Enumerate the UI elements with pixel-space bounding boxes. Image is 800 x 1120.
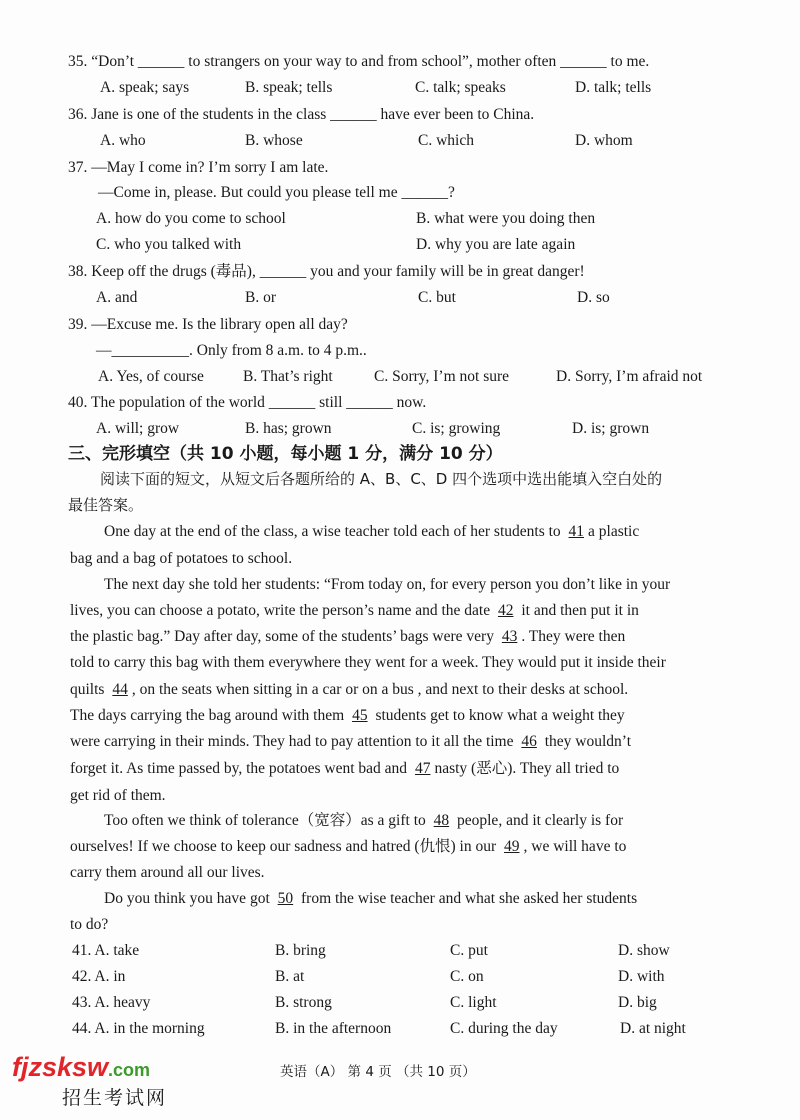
choice-43-d: D. big: [618, 994, 657, 1011]
q36-opt-b: B. whose: [245, 132, 303, 149]
q35-opt-b: B. speak; tells: [245, 79, 333, 96]
blank-42: 42: [497, 602, 514, 619]
q36-opt-a: A. who: [100, 132, 146, 149]
passage-line: quilts 44 , on the seats when sitting in a car or on a bus , and next to their desks at school.: [70, 681, 629, 698]
passage-line: carry them around all our lives.: [70, 864, 265, 881]
blank-41: 41: [568, 523, 585, 540]
q40-opt-b: B. has; grown: [245, 420, 332, 437]
passage-line: forget it. As time passed by, the potatoes went bad and 47 nasty (恶心). They all tried to: [70, 760, 620, 777]
passage-line: the plastic bag.” Day after day, some of the students’ bags were very 43 . They were then: [70, 628, 626, 645]
passage-line: to do?: [70, 916, 109, 933]
q37-opt-a: A. how do you come to school: [96, 210, 286, 227]
q35-opt-a: A. speak; says: [100, 79, 190, 96]
logo-domain: .com: [108, 1060, 151, 1080]
section-instructions: 阅读下面的短文，从短文后各题所给的 A、B、C、D 四个选项中选出能填入空白处的: [100, 470, 663, 488]
q35-opt-d: D. talk; tells: [575, 79, 652, 96]
q40-stem: 40. The population of the world ______ still ______ now.: [68, 394, 427, 411]
q38-opt-c: C. but: [418, 289, 456, 306]
choice-42-a: 42. A. in: [72, 968, 126, 985]
choice-41-b: B. bring: [275, 942, 326, 959]
q38-stem: 38. Keep off the drugs (毒品), ______ you and your family will be in great danger!: [68, 263, 585, 280]
choice-42-b: B. at: [275, 968, 305, 985]
choice-44-d: D. at night: [620, 1020, 686, 1037]
q40-opt-c: C. is; growing: [412, 420, 501, 437]
q39-opt-a: A. Yes, of course: [98, 368, 204, 385]
section-title: 三、完形填空（共 10 小题，每小题 1 分，满分 10 分）: [68, 444, 503, 464]
logo-brand: fjzsksw: [12, 1052, 109, 1082]
choice-44-a: 44. A. in the morning: [72, 1020, 205, 1037]
choice-44-b: B. in the afternoon: [275, 1020, 392, 1037]
q36-opt-d: D. whom: [575, 132, 633, 149]
q36-opt-c: C. which: [418, 132, 474, 149]
q37-opt-b: B. what were you doing then: [416, 210, 596, 227]
passage-line: Too often we think of tolerance（宽容）as a gift to 48 people, and it clearly is for: [104, 812, 624, 829]
passage-line: Do you think you have got 50 from the wise teacher and what she asked her students: [104, 890, 638, 907]
blank-47: 47: [414, 760, 431, 777]
q38-opt-d: D. so: [577, 289, 610, 306]
passage-line: told to carry this bag with them everywhere they went for a week. They would put it inside their: [70, 654, 666, 671]
choice-42-d: D. with: [618, 968, 665, 985]
q40-opt-d: D. is; grown: [572, 420, 650, 437]
choice-41-a: 41. A. take: [72, 942, 140, 959]
choice-41-d: D. show: [618, 942, 670, 959]
q38-opt-b: B. or: [245, 289, 276, 306]
q39-stem: 39. —Excuse me. Is the library open all day?: [68, 316, 348, 333]
passage-line: bag and a bag of potatoes to school.: [70, 550, 293, 567]
q39-opt-c: C. Sorry, I’m not sure: [374, 368, 510, 385]
q39-opt-b: B. That’s right: [243, 368, 333, 385]
blank-45: 45: [352, 707, 368, 724]
passage-line: The next day she told her students: “From today on, for every person you don’t like in your: [104, 576, 671, 593]
choice-43-a: 43. A. heavy: [72, 994, 151, 1011]
blank-46: 46: [521, 733, 537, 750]
blank-44: 44: [112, 681, 128, 698]
blank-50: 50: [277, 890, 294, 907]
q37-opt-d: D. why you are late again: [416, 236, 576, 253]
choice-41-c: C. put: [450, 942, 488, 959]
blank-49: 49: [504, 838, 520, 855]
passage-line: One day at the end of the class, a wise teacher told each of her students to 41 a plastic: [104, 523, 640, 540]
logo-name: 招生考试网: [62, 1087, 168, 1109]
q39-stem2: —__________. Only from 8 a.m. to 4 p.m..: [96, 342, 367, 359]
choice-43-b: B. strong: [275, 994, 332, 1011]
passage-line: ourselves! If we choose to keep our sadness and hatred (仇恨) in our 49 , we will have to: [70, 838, 627, 855]
section-instructions-cont: 最佳答案。: [68, 496, 144, 514]
passage-line: lives, you can choose a potato, write the person’s name and the date 42 it and then put it in: [70, 602, 639, 619]
q37-stem2: —Come in, please. But could you please tell me ______?: [98, 184, 455, 201]
q36-stem: 36. Jane is one of the students in the class ______ have ever been to China.: [68, 106, 535, 123]
q35-stem: 35. “Don’t ______ to strangers on your way to and from school”, mother often ______ to me.: [68, 53, 650, 70]
q40-opt-a: A. will; grow: [96, 420, 180, 437]
blank-43: 43: [501, 628, 518, 645]
passage-line: get rid of them.: [70, 787, 166, 804]
passage-line: were carrying in their minds. They had to pay attention to it all the time 46 they wouldn’t: [70, 733, 631, 750]
q37-stem: 37. —May I come in? I’m sorry I am late.: [68, 159, 329, 176]
q37-opt-c: C. who you talked with: [96, 236, 242, 253]
page-footer: 英语（A） 第 4 页 （共 10 页）: [280, 1064, 476, 1080]
q39-opt-d: D. Sorry, I’m afraid not: [556, 368, 703, 385]
blank-48: 48: [433, 812, 450, 829]
q35-opt-c: C. talk; speaks: [415, 79, 506, 96]
passage-line: The days carrying the bag around with them 45 students get to know what a weight they: [70, 707, 625, 724]
q38-opt-a: A. and: [96, 289, 138, 306]
choice-43-c: C. light: [450, 994, 497, 1011]
site-logo: [12, 1052, 167, 1110]
choice-42-c: C. on: [450, 968, 484, 985]
choice-44-c: C. during the day: [450, 1020, 558, 1037]
